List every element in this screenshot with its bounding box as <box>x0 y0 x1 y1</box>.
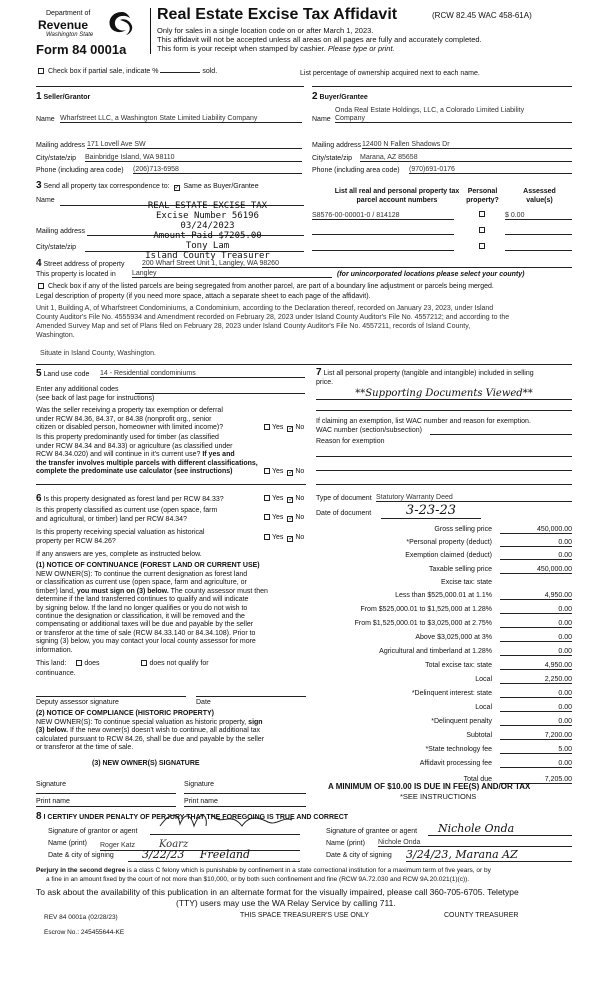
personal-prop-value: **Supporting Documents Viewed** <box>355 388 533 399</box>
buyer-mail-field[interactable]: 12400 N Fallen Shadows Dr <box>362 141 572 149</box>
q-current-use-answer <box>262 514 304 522</box>
land-use-code-field[interactable]: 14 - Residential condominiums <box>100 370 305 378</box>
tax-calc-table <box>316 526 572 796</box>
tax-row-label-12: *Delinquent interest: state <box>411 690 492 697</box>
compliance-line4: or transferor at the time of sale. <box>36 744 134 752</box>
seller-phone-field[interactable]: (206)713-6958 <box>133 166 302 174</box>
buyer-title: Buyer/Grantee <box>319 94 368 101</box>
tax-row-label-0: Gross selling price <box>434 526 492 533</box>
tax-row-label-7: From $1,525,000.01 to $3,025,000 at 2.75% <box>354 620 492 627</box>
grantee-date-field[interactable]: 3/24/23, Marana AZ <box>406 848 572 862</box>
continuance-line8: or transferor at the time of sale (RCW 84.33.140 or 84.34.108). Prior to <box>36 629 256 637</box>
additional-codes-label: Enter any additional codes <box>36 386 119 393</box>
tax-row-label-17: Affidavit processing fee <box>419 760 492 767</box>
seller-name-field[interactable]: Wharfstreet LLC, a Washington State Limited Liability Company <box>60 115 302 123</box>
tax-row-value-7[interactable]: 0.00 <box>500 620 572 628</box>
deputy-date-label: Date <box>196 699 211 706</box>
doc-type-field[interactable]: Statutory Warranty Deed <box>376 494 572 502</box>
grantee-name-field[interactable]: Nichole Onda <box>378 839 572 847</box>
current-use-yes-checkbox[interactable] <box>264 514 270 520</box>
continuance-line1: NEW OWNER(S): To continue the current designation as forest land <box>36 571 248 578</box>
grantor-date-field[interactable] <box>128 848 300 862</box>
dept-line1: Department of <box>46 10 91 17</box>
located-label: This property is located in <box>36 271 116 278</box>
tax-row-label-13: Local <box>475 704 492 711</box>
tax-row-label-6: From $525,000.01 to $1,525,000 at 1.28% <box>360 606 492 613</box>
continuance-line2: or classification as current use (open space, farm and agriculture, or <box>36 579 247 587</box>
compliance-heading: (2) NOTICE OF COMPLIANCE (HISTORIC PROPERTY) <box>36 710 214 717</box>
continuance-line10: information. <box>36 646 73 654</box>
compliance-line2b: If the new owner(s) doesn't wish to continue, all additional tax <box>69 727 261 735</box>
seller-mail-label: Mailing address <box>36 142 86 149</box>
segregated-checkbox[interactable] <box>38 283 44 289</box>
seller-heading <box>36 91 90 102</box>
parcel-col-header-1: List all real and personal property tax <box>334 188 460 195</box>
certify-number: 8 <box>36 811 42 822</box>
buyer-city-label: City/state/zip <box>312 155 353 162</box>
tax-corr-label: Send all property tax correspondence to: <box>43 183 170 190</box>
forest-no-label: No <box>295 495 305 502</box>
timber-yes-checkbox[interactable] <box>264 468 270 474</box>
q-forest-text: Is this property designated as forest land per RCW 84.33? <box>43 496 224 503</box>
alt-format-line2: (TTY) users may use the WA Relay Service by calling 711. <box>176 898 396 908</box>
personal-prop-label-b: price. <box>316 379 334 386</box>
seller-city-label: City/state/zip <box>36 155 77 162</box>
grantor-name-scrawl: Koarz <box>158 839 189 850</box>
partial-sale-sold: sold. <box>202 68 218 75</box>
parcel-col-header-2: parcel account numbers <box>356 197 438 204</box>
perjury-bold: Perjury in the second degree <box>36 867 126 874</box>
q-historic-2: property per RCW 84.26? <box>36 538 116 545</box>
buyer-phone-field[interactable]: (970)691-0176 <box>409 166 572 174</box>
header-note3-a: This form is your receipt when stamped by cashier. <box>157 44 326 53</box>
certify-text: I CERTIFY UNDER PENALTY OF PERJURY THAT THE FOREGOING IS TRUE AND CORRECT <box>43 814 349 821</box>
uninc-note: (for unincorporated locations please select your county) <box>337 271 525 278</box>
buyer-name-line1: Onda Real Estate Holdings, LLC, a Colorado Limited Liability <box>335 107 525 114</box>
buyer-phone-label: Phone (including area code) <box>312 167 400 174</box>
located-field[interactable]: Langley <box>132 270 332 278</box>
continuance-line9: signing (3) below, you may contact your local county assessor for more <box>36 638 256 646</box>
exemption-wac-label: If claiming an exemption, list WAC number and reason for exemption. <box>316 418 531 425</box>
owner-print-label-2: Print name <box>184 798 218 805</box>
alt-format-line1: To ask about the availability of this publication in an alternate format for the visually impaired, please call 360-705-6705. Teletype <box>36 887 519 897</box>
q-historic-1: Is this property receiving special valuation as historical <box>36 529 205 536</box>
owner-print-label-1: Print name <box>36 798 70 805</box>
partial-sale-percent-field[interactable] <box>160 72 200 73</box>
tax-row-label-2: Exemption claimed (deduct) <box>405 552 492 559</box>
escrow-row <box>44 929 124 936</box>
tax-row-label-5: Less than $525,000.01 at 1.1% <box>395 592 492 599</box>
buyer-number: 2 <box>312 91 318 102</box>
continuance-line6: continue the designation or classification, it will be removed and the <box>36 613 245 621</box>
grantee-name-label: Name (print) <box>326 840 365 847</box>
personal-prop-field[interactable] <box>316 388 572 400</box>
header-divider <box>150 8 151 54</box>
list-percentage-note: List percentage of ownership acquired next to each name. <box>300 70 480 77</box>
tax-row-label-4: Excise tax: state <box>441 579 492 586</box>
owner-signature-label-2: Signature <box>184 781 214 788</box>
q-exemption-3: citizen or disabled person, homeowner with limited income)? <box>36 424 224 431</box>
stamp-line4: Amount Paid $7205.00 <box>153 231 262 241</box>
partial-sale-checkbox[interactable] <box>38 68 44 74</box>
personal-property-checkbox-1[interactable] <box>479 211 485 217</box>
perjury-text: is a class C felony which is punishable by confinement in a state correctional institution for a maximum term of five years, or by <box>127 867 491 874</box>
grantor-name-label: Name (print) <box>48 840 87 847</box>
reason-label: Reason for exemption <box>316 438 385 445</box>
legal-desc-label: Legal description of property (if you need more space, attach a separate sheet to each page of the affidavit). <box>36 293 371 300</box>
tax-row-value-12[interactable]: 0.00 <box>500 690 572 698</box>
tax-corr-mail-label: Mailing address <box>36 228 86 235</box>
seller-title: Seller/Grantor <box>43 94 91 101</box>
same-as-buyer-checkbox[interactable]: ✓ <box>174 185 180 191</box>
tax-row-value-16[interactable]: 5.00 <box>500 746 572 754</box>
personal-col-header <box>460 187 505 205</box>
q-current-use-2: and agricultural, or timber) land per RCW 84.34? <box>36 516 187 523</box>
buyer-name-label: Name <box>312 116 331 123</box>
q-current-use-1: Is this property classified as current use (open space, farm <box>36 507 218 514</box>
timber-no-label: No <box>295 468 305 475</box>
forest-no-checkbox[interactable]: ✓ <box>288 497 294 503</box>
tax-row-label-3: Taxable selling price <box>428 566 492 573</box>
historic-yes-checkbox[interactable] <box>264 534 270 540</box>
historic-no-label: No <box>295 534 305 541</box>
rcw-reference: (RCW 82.45 WAC 458-61A) <box>432 11 532 20</box>
q-timber-2: under RCW 84.34 and 84.33) or agriculture (as classified under <box>36 442 233 450</box>
form-title: Real Estate Excise Tax Affidavit <box>157 6 398 23</box>
q-exemption <box>36 407 223 433</box>
tax-row-value-2[interactable]: 0.00 <box>500 552 572 560</box>
q-current-use <box>36 506 217 524</box>
q-exemption-2: under RCW 84.36, 84.37, or 84.38 (nonprofit org., senior <box>36 415 212 423</box>
stamp-line6: Island County Treasurer <box>145 251 270 261</box>
tax-row-value-6[interactable]: 0.00 <box>500 606 572 614</box>
partial-sale-row <box>36 68 217 75</box>
q-timber-5: the transfer involves multiple parcels with different classifications, <box>36 459 258 467</box>
parcel-number-field[interactable]: S8576-00-00001-0 / 814128 <box>312 212 454 220</box>
legal-desc-line3: Amended Survey Map and set of Plans filed on February 28, 2023 under Island County Auditor's File No. 4557211, records of Island County, <box>36 323 471 330</box>
grantee-signature-value: Nichole Onda <box>438 822 515 835</box>
tax-row-label-18: Total due <box>463 776 492 783</box>
dept-line3: Washington State <box>46 32 94 38</box>
doc-date-field[interactable]: 3-23-23 <box>381 503 481 519</box>
escrow-label: Escrow No.: <box>44 929 80 936</box>
assessed-value-field[interactable]: $ 0.00 <box>505 212 572 220</box>
compliance-line1a: NEW OWNER(S): To continue special valuation as historic property, <box>36 719 247 726</box>
grantor-date-label: Date & city of signing <box>48 852 114 859</box>
any-yes-note: If any answers are yes, complete as instructed below. <box>36 551 202 558</box>
tax-row-value-8[interactable]: 0.00 <box>500 634 572 642</box>
tax-row-value-15[interactable]: 7,200.00 <box>500 732 572 740</box>
tax-row-value-18[interactable]: 7,205.00 <box>500 776 572 784</box>
grantee-sig-label: Signature of grantee or agent <box>326 828 418 835</box>
does-not-checkbox[interactable] <box>141 660 147 666</box>
owner-signature-label-1: Signature <box>36 781 66 788</box>
compliance-line3: calculated pursuant to RCW 84.26, shall be due and payable by the seller <box>36 735 265 743</box>
personal-col-header-2: property? <box>466 197 499 204</box>
compliance-line1b: sign <box>248 719 263 726</box>
tax-row-label-8: Above $3,025,000 at 3% <box>415 634 492 641</box>
new-owner-sig-heading: (3) NEW OWNER(S) SIGNATURE <box>92 760 200 767</box>
perjury-line2: a fine in an amount fixed by the court of not more than $10,000, or by both such confinement and fine (RCW 9A.72.030 and RCW 9A.20.021(1)(c)). <box>46 876 470 883</box>
seller-phone-label: Phone (including area code) <box>36 167 124 174</box>
stamp-line2: Excise Number 56196 <box>156 211 259 221</box>
q-timber-4: If yes and <box>202 451 235 458</box>
tax-row-label-11: Local <box>475 676 492 683</box>
continuance-line3a: timber) land, <box>36 587 75 595</box>
forest-yes-label: Yes <box>272 495 284 502</box>
header-note2: This affidavit will not be accepted unless all areas on all pages are fully and accurately completed. <box>157 35 482 44</box>
timber-yes-label: Yes <box>272 468 284 475</box>
tax-row-label-9: Agricultural and timberland at 1.28% <box>379 648 492 655</box>
personal-col-header-1: Personal <box>467 188 498 195</box>
see-instructions: *SEE INSTRUCTIONS <box>400 792 477 801</box>
q-timber-answer <box>262 468 304 476</box>
this-land-label: This land: <box>36 660 67 667</box>
tax-row-value-0[interactable]: 450,000.00 <box>500 526 572 534</box>
tax-row-value-17[interactable]: 0.00 <box>500 760 572 768</box>
buyer-name-field[interactable]: Company <box>335 115 572 123</box>
grantor-date-value: 3/22/23 <box>142 848 185 861</box>
tax-row-label-10: Total excise tax: state <box>425 662 492 669</box>
header-note1: Only for sales in a single location code on or after March 1, 2023. <box>157 26 374 35</box>
historic-no-checkbox[interactable]: ✓ <box>288 536 294 542</box>
continuance-heading: (1) NOTICE OF CONTINUANCE (FOREST LAND OR CURRENT USE) <box>36 562 260 569</box>
q-timber <box>36 434 258 477</box>
buyer-city-field[interactable]: Marana, AZ 85658 <box>360 154 572 162</box>
assessed-col-header <box>512 187 567 205</box>
assessed-col-header-2: value(s) <box>526 197 553 204</box>
revenue-swirl-icon <box>106 10 138 36</box>
land-use-row <box>36 368 89 379</box>
grantor-sig-label: Signature of grantor or agent <box>48 828 138 835</box>
tax-corr-city-label: City/state/zip <box>36 244 77 251</box>
legal-desc-line2: County Auditor's File No. 4555934 and Amendment recorded on February 28, 2023 under Island County Auditor's File No. 4557212; and according to the <box>36 314 510 321</box>
forest-yes-checkbox[interactable] <box>264 495 270 501</box>
tax-corr-row <box>36 180 259 191</box>
exemption-yes-label: Yes <box>272 424 284 431</box>
current-use-yes-label: Yes <box>272 514 284 521</box>
doc-date-label: Date of document <box>316 510 372 517</box>
perjury-line1 <box>36 867 491 874</box>
buyer-heading <box>312 91 368 102</box>
deputy-sig-label: Deputy assessor signature <box>36 699 119 706</box>
segregated-row <box>36 283 494 290</box>
compliance-line2a: (3) below. <box>36 727 69 735</box>
continuance-line7: compensating or additional taxes will be due and payable by the seller <box>36 621 254 629</box>
segregated-label: Check box if any of the listed parcels are being segregated from another parcel, are part of a boundary line adjustment or parcels being merged. <box>47 283 494 290</box>
forest-number: 6 <box>36 493 42 504</box>
buyer-mail-label: Mailing address <box>312 142 362 149</box>
continuance-text <box>36 571 268 655</box>
does-not-label: does not qualify for <box>149 660 209 667</box>
grantor-signature-scrawl <box>150 808 300 832</box>
q-historic-answer <box>262 534 304 542</box>
personal-property-checkbox-3[interactable] <box>479 243 485 249</box>
personal-prop-number: 7 <box>316 367 322 378</box>
partial-sale-label: Check box if partial sale, indicate % <box>47 68 159 75</box>
wac-number-label: WAC number (section/subsection) <box>316 427 422 434</box>
tax-row-value-1[interactable]: 0.00 <box>500 539 572 547</box>
escrow-value: 245455644-KE <box>80 929 125 936</box>
seller-mail-field[interactable]: 171 Lovell Ave SW <box>87 141 302 149</box>
exemption-yes-checkbox[interactable] <box>264 424 270 430</box>
same-as-buyer-label: Same as Buyer/Grantee <box>183 183 259 190</box>
current-use-no-label: No <box>295 514 305 521</box>
form-number: Form 84 0001a <box>36 42 127 57</box>
doc-type-label: Type of document <box>316 495 372 502</box>
dept-line2: Revenue <box>38 18 89 32</box>
continuance-line3c: The county assessor must then <box>170 587 268 595</box>
revision-label: REV 84 0001a (02/28/23) <box>44 914 118 921</box>
grantor-city-value: Freeland <box>199 848 251 861</box>
land-use-label: Land use code <box>43 371 90 378</box>
continuance-line4: determine if the land transferred continues to qualify and will indicate <box>36 596 249 604</box>
stamp-line1: REAL ESTATE EXCISE TAX <box>147 201 268 211</box>
historic-yes-label: Yes <box>272 534 284 541</box>
see-back-note: (see back of last page for instructions) <box>36 395 155 402</box>
this-land-row <box>36 660 209 667</box>
timber-no-checkbox[interactable]: ✓ <box>288 470 294 476</box>
tax-row-value-14[interactable]: 0.00 <box>500 718 572 726</box>
county-treasurer-label: COUNTY TREASURER <box>444 912 519 919</box>
continuance-line3b: you must sign on (3) below. <box>76 587 169 595</box>
assessed-col-header-1: Assessed <box>523 188 556 195</box>
current-use-no-checkbox[interactable]: ✓ <box>288 516 294 522</box>
street-row <box>36 258 124 269</box>
q-exemption-answer <box>262 424 304 432</box>
tax-row-label-14: *Delinquent penalty <box>431 718 492 725</box>
header-note3 <box>157 44 395 53</box>
grantor-name-value: Roger Katz <box>100 842 136 849</box>
legal-desc-line1: Unit 1, Building A, of Wharfstreet Condominiums, a Condominium, according to the Declaration thereof, recorded on January 23, 2023, under Island <box>36 305 494 312</box>
exemption-no-label: No <box>295 424 305 431</box>
tax-row-label-16: *State technology fee <box>425 746 492 753</box>
q-exemption-1: Was the seller receiving a property tax exemption or deferral <box>36 407 223 414</box>
tax-corr-number: 3 <box>36 180 42 191</box>
land-use-number: 5 <box>36 368 42 379</box>
personal-property-checkbox-2[interactable] <box>479 227 485 233</box>
dor-logo <box>36 8 146 58</box>
tax-row-label-1: *Personal property (deduct) <box>406 539 492 546</box>
tax-row-value-11[interactable]: 2,250.00 <box>500 676 572 684</box>
exemption-no-checkbox[interactable]: ✓ <box>288 426 294 432</box>
seller-city-field[interactable]: Bainbridge Island, WA 98110 <box>85 154 302 162</box>
q-timber-3: RCW 84.34.020) and will continue in it's current use? <box>36 451 201 458</box>
q-forest-answer <box>262 495 304 503</box>
grantee-signature-field[interactable] <box>428 822 572 836</box>
q-forest <box>36 493 224 504</box>
tax-row-value-3[interactable]: 450,000.00 <box>500 566 572 574</box>
does-checkbox[interactable] <box>76 660 82 666</box>
stamp-line5: Tony Lam <box>185 241 230 251</box>
seller-number: 1 <box>36 91 42 102</box>
continuance-word: continuance. <box>36 670 76 677</box>
q-historic <box>36 528 204 546</box>
seller-name-label: Name <box>36 116 55 123</box>
legal-desc-line4: Washington. <box>36 332 75 339</box>
tax-corr-name-label: Name <box>36 197 55 204</box>
continuance-line5: by signing below. If the land no longer qualifies or you do not wish to <box>36 604 248 612</box>
grantor-signature-field[interactable] <box>150 820 300 835</box>
header-note3-b: Please type or print. <box>327 44 395 53</box>
tax-row-value-10[interactable]: 4,950.00 <box>500 662 572 670</box>
personal-prop-heading <box>316 368 534 387</box>
grantee-date-label: Date & city of signing <box>326 852 392 859</box>
street-address-field[interactable]: 200 Wharf Street Unit 1, Langley, WA 98260 <box>142 260 572 268</box>
minimum-due-note: A MINIMUM OF $10.00 IS DUE IN FEE(S) AND/OR TAX <box>328 782 531 791</box>
personal-prop-label-a: List all personal property (tangible and intangible) included in selling <box>323 370 534 377</box>
q-timber-6: complete the predominate use calculator (see instructions) <box>36 468 233 475</box>
q-timber-1: Is this property predominantly used for timber (as classified <box>36 434 219 441</box>
parcel-col-header <box>312 187 482 205</box>
tax-row-value-13[interactable]: 0.00 <box>500 704 572 712</box>
compliance-text <box>36 719 264 753</box>
tax-row-value-9[interactable]: 0.00 <box>500 648 572 656</box>
stamp-line3: 03/24/2023 <box>180 221 235 231</box>
situate-line: Situate in Island County, Washington. <box>40 350 156 357</box>
does-label: does <box>84 660 100 667</box>
treasurer-receipt-stamp <box>135 201 280 261</box>
tax-row-value-5[interactable]: 4,950.00 <box>500 592 572 600</box>
tax-row-label-15: Subtotal <box>466 732 492 739</box>
street-number: 4 <box>36 258 42 269</box>
treasurer-use-label: THIS SPACE TREASURER'S USE ONLY <box>240 912 369 919</box>
street-label: Street address of property <box>43 261 125 268</box>
